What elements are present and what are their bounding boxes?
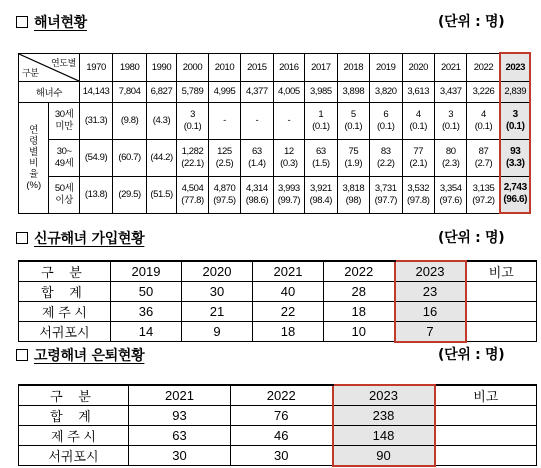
column-header: 2021 [253, 261, 324, 282]
percent-value: (3.3) [505, 157, 525, 169]
header-category-label: 구분 [22, 67, 39, 78]
age-value-cell [500, 176, 530, 213]
count-value: 75 [348, 145, 359, 157]
age-value-cell [79, 139, 112, 176]
percent-value: (96.6) [503, 194, 528, 206]
value-cell: 30 [129, 446, 231, 466]
total-cell: 6,827 [146, 81, 176, 102]
count-value: 83 [380, 145, 391, 157]
age-value-cell [79, 176, 112, 213]
percent-value: (29.5) [118, 188, 141, 200]
year-header-cell: 2021 [435, 53, 467, 81]
value-cell: 21 [182, 302, 253, 322]
total-cell: 4,377 [241, 81, 273, 102]
count-value: - [287, 114, 291, 126]
row-label: 합 계 [19, 282, 111, 302]
age-value-cell [337, 102, 369, 139]
percent-value: (77.8) [181, 194, 204, 206]
percent-value: (44.2) [150, 151, 173, 163]
count-value: 63 [252, 145, 262, 157]
age-value-cell [435, 102, 467, 139]
percent-value: (1.5) [312, 157, 330, 169]
count-value: 3 [448, 108, 454, 120]
percent-value: (0.1) [344, 120, 363, 132]
count-value: 1,282 [181, 145, 204, 157]
count-value: 77 [413, 145, 424, 157]
value-cell: 50 [111, 282, 182, 302]
total-cell: 4,995 [208, 81, 240, 102]
age-value-cell [402, 176, 434, 213]
row-label: 서귀포시 [19, 322, 111, 342]
value-cell [435, 426, 537, 446]
count-value: 93 [510, 145, 521, 157]
column-header: 구 분 [19, 261, 111, 282]
year-header-cell: 2020 [402, 53, 434, 81]
header-year-label: 연도별 [50, 57, 76, 68]
value-cell [466, 322, 537, 342]
percent-value: (60.7) [118, 151, 141, 163]
column-header: 비고 [466, 261, 537, 282]
count-value: 3,135 [472, 182, 495, 194]
age-value-cell [305, 176, 337, 213]
total-cell: 3,898 [337, 81, 369, 102]
percent-value: (51.5) [150, 188, 173, 200]
count-value: 125 [217, 145, 232, 157]
column-header: 2022 [324, 261, 395, 282]
value-cell: 28 [324, 282, 395, 302]
value-cell: 30 [182, 282, 253, 302]
age-value-cell [500, 139, 530, 176]
age-value-cell [402, 139, 434, 176]
year-header-cell: 1980 [113, 53, 146, 81]
percent-value: (2.3) [441, 157, 460, 169]
age-value-cell [241, 139, 273, 176]
percent-value: (97.2) [472, 194, 495, 206]
retired-haenyeo-table [18, 384, 537, 467]
year-header-cell: 1990 [146, 53, 176, 81]
count-value: 5 [350, 108, 356, 120]
value-cell: 30 [231, 446, 333, 466]
age-value-cell [113, 102, 146, 139]
age-value-cell [370, 139, 402, 176]
count-value: - [223, 114, 226, 126]
value-cell: 10 [324, 322, 395, 342]
age-value-cell [177, 102, 208, 139]
age-value-cell [370, 102, 402, 139]
total-cell: 3,226 [467, 81, 500, 102]
value-cell: 9 [182, 322, 253, 342]
value-cell: 18 [253, 322, 324, 342]
value-cell: 22 [253, 302, 324, 322]
count-value: 12 [284, 145, 294, 157]
age-value-cell [467, 176, 500, 213]
total-cell: 2,839 [500, 81, 530, 102]
total-cell: 4,005 [273, 81, 304, 102]
year-header-cell: 2010 [208, 53, 240, 81]
percent-value: (97.5) [213, 194, 236, 206]
age-value-cell [208, 139, 240, 176]
percent-value: (1.9) [344, 157, 363, 169]
count-value: 3,532 [407, 182, 430, 194]
value-cell: 93 [129, 406, 231, 426]
total-cell: 3,437 [435, 81, 467, 102]
percent-value: (0.1) [474, 120, 493, 132]
year-header-cell: 2016 [273, 53, 304, 81]
percent-value: (97.7) [374, 194, 397, 206]
count-value: 3,993 [278, 182, 300, 194]
column-header: 2022 [231, 385, 333, 406]
age-value-cell [113, 139, 146, 176]
value-cell: 14 [111, 322, 182, 342]
age-value-cell [337, 139, 369, 176]
age-value-cell [208, 102, 240, 139]
year-header-cell: 2022 [467, 53, 500, 81]
age-value-cell [113, 176, 146, 213]
age-value-cell [273, 176, 304, 213]
total-cell: 3,985 [305, 81, 337, 102]
age-value-cell [208, 176, 240, 213]
age-value-cell [241, 176, 273, 213]
age-value-cell [305, 102, 337, 139]
percent-value: (4.3) [152, 114, 171, 126]
age-value-cell [435, 176, 467, 213]
age-value-cell [467, 139, 500, 176]
percent-value: (98.6) [245, 194, 269, 206]
percent-value: (0.1) [441, 120, 460, 132]
age-value-cell [500, 102, 530, 139]
count-value: 3 [190, 108, 195, 120]
value-cell: 90 [333, 446, 435, 466]
age-value-cell [273, 139, 304, 176]
percent-value: (1.4) [248, 157, 266, 169]
value-cell [435, 406, 537, 426]
year-header-cell: 2015 [241, 53, 273, 81]
value-cell [466, 302, 537, 322]
total-cell: 5,789 [177, 81, 208, 102]
column-header: 구 분 [19, 385, 129, 406]
value-cell: 76 [231, 406, 333, 426]
percent-value: (2.7) [474, 157, 493, 169]
count-value: 6 [383, 108, 389, 120]
age-value-cell [337, 176, 369, 213]
count-value: - [255, 114, 259, 126]
count-value: 4,870 [213, 182, 236, 194]
unit-label: (단위 : 명) [438, 14, 505, 30]
percent-value: (22.1) [181, 157, 204, 169]
count-value: 1 [318, 108, 324, 120]
age-value-cell [435, 139, 467, 176]
column-header: 2021 [129, 385, 231, 406]
age-value-cell [402, 102, 434, 139]
percent-value: (0.3) [280, 157, 298, 169]
year-header-cell: 1970 [79, 53, 112, 81]
value-cell: 238 [333, 406, 435, 426]
age-value-cell [177, 176, 208, 213]
value-cell: 46 [231, 426, 333, 446]
age-group-label: 50세 이상 [49, 176, 79, 213]
checkbox-square-icon [16, 232, 28, 244]
column-header: 2020 [182, 261, 253, 282]
percent-value: (0.1) [505, 120, 525, 132]
count-value: 3 [512, 108, 518, 120]
total-cell: 3,820 [370, 81, 402, 102]
percent-value: (98) [345, 194, 361, 206]
value-cell: 148 [333, 426, 435, 446]
unit-label: (단위 : 명) [438, 347, 505, 363]
column-header: 2023 [333, 385, 435, 406]
total-label: 해녀수 [19, 81, 80, 102]
year-header-cell: 2018 [337, 53, 369, 81]
column-header: 비고 [435, 385, 537, 406]
age-value-cell [146, 176, 176, 213]
count-value: 4,504 [181, 182, 204, 194]
value-cell: 16 [395, 302, 466, 322]
count-value: 3,731 [374, 182, 397, 194]
count-value: 4 [415, 108, 421, 120]
value-cell [466, 282, 537, 302]
age-value-cell [370, 176, 402, 213]
age-value-cell [241, 102, 273, 139]
age-value-cell [146, 102, 176, 139]
count-value: 3,354 [439, 182, 462, 194]
percent-value: (99.7) [277, 194, 301, 206]
row-label: 합 계 [19, 406, 129, 426]
age-value-cell [79, 102, 112, 139]
value-cell: 23 [395, 282, 466, 302]
count-value: 4 [481, 108, 486, 120]
total-cell: 7,804 [113, 81, 146, 102]
value-cell: 7 [395, 322, 466, 342]
age-group-label: 30~ 49세 [49, 139, 79, 176]
total-cell: 3,613 [402, 81, 434, 102]
checkbox-square-icon [16, 349, 28, 361]
percent-value: (97.8) [407, 194, 430, 206]
percent-value: (0.1) [312, 120, 330, 132]
percent-value: (0.1) [183, 120, 202, 132]
age-value-cell [467, 102, 500, 139]
age-value-cell [273, 102, 304, 139]
row-label: 제 주 시 [19, 302, 111, 322]
count-value: 80 [445, 145, 456, 157]
value-cell: 63 [129, 426, 231, 446]
percent-value: (97.6) [439, 194, 462, 206]
diagonal-header-cell [19, 53, 80, 81]
count-value: 87 [478, 145, 489, 157]
age-value-cell [177, 139, 208, 176]
column-header: 2019 [111, 261, 182, 282]
percent-value: (9.8) [120, 114, 139, 126]
age-group-label: 30세 미만 [49, 102, 79, 139]
percent-value: (13.8) [84, 188, 108, 200]
count-value: 63 [315, 145, 326, 157]
count-value: 2,743 [503, 182, 527, 194]
percent-value: (2.5) [215, 157, 234, 169]
section-title-retired-haenyeo: 고령해녀 은퇴현황 [16, 345, 144, 365]
year-header-cell: 2000 [177, 53, 208, 81]
age-value-cell [305, 139, 337, 176]
year-header-cell: 2017 [305, 53, 337, 81]
count-value: 3,818 [342, 182, 365, 194]
value-cell: 36 [111, 302, 182, 322]
percent-value: (0.1) [409, 120, 428, 132]
checkbox-square-icon [16, 16, 28, 28]
percent-value: (98.4) [309, 194, 333, 206]
count-value: 3,921 [309, 182, 332, 194]
percent-value: (2.2) [377, 157, 395, 169]
row-label: 제 주 시 [19, 426, 129, 446]
percent-value: (54.9) [84, 151, 108, 163]
percent-value: (0.1) [377, 120, 395, 132]
unit-label: (단위 : 명) [438, 230, 505, 246]
value-cell [435, 446, 537, 466]
section-title-new-haenyeo: 신규해녀 가입현황 [16, 228, 144, 248]
row-label: 서귀포시 [19, 446, 129, 466]
percent-value: (31.3) [84, 114, 108, 126]
column-header: 2023 [395, 261, 466, 282]
value-cell: 18 [324, 302, 395, 322]
year-header-cell: 2019 [370, 53, 402, 81]
percent-value: (2.1) [409, 157, 428, 169]
new-haenyeo-table [18, 260, 537, 343]
haenyeo-status-table [18, 52, 531, 214]
count-value: 4,314 [246, 182, 268, 194]
section-title-haenyeo-status: 해녀현황 [16, 12, 87, 32]
value-cell: 40 [253, 282, 324, 302]
age-value-cell [146, 139, 176, 176]
age-ratio-label: 연령 별 비율 (%) [19, 102, 49, 213]
total-cell: 14,143 [79, 81, 112, 102]
year-header-cell: 2023 [500, 53, 530, 81]
